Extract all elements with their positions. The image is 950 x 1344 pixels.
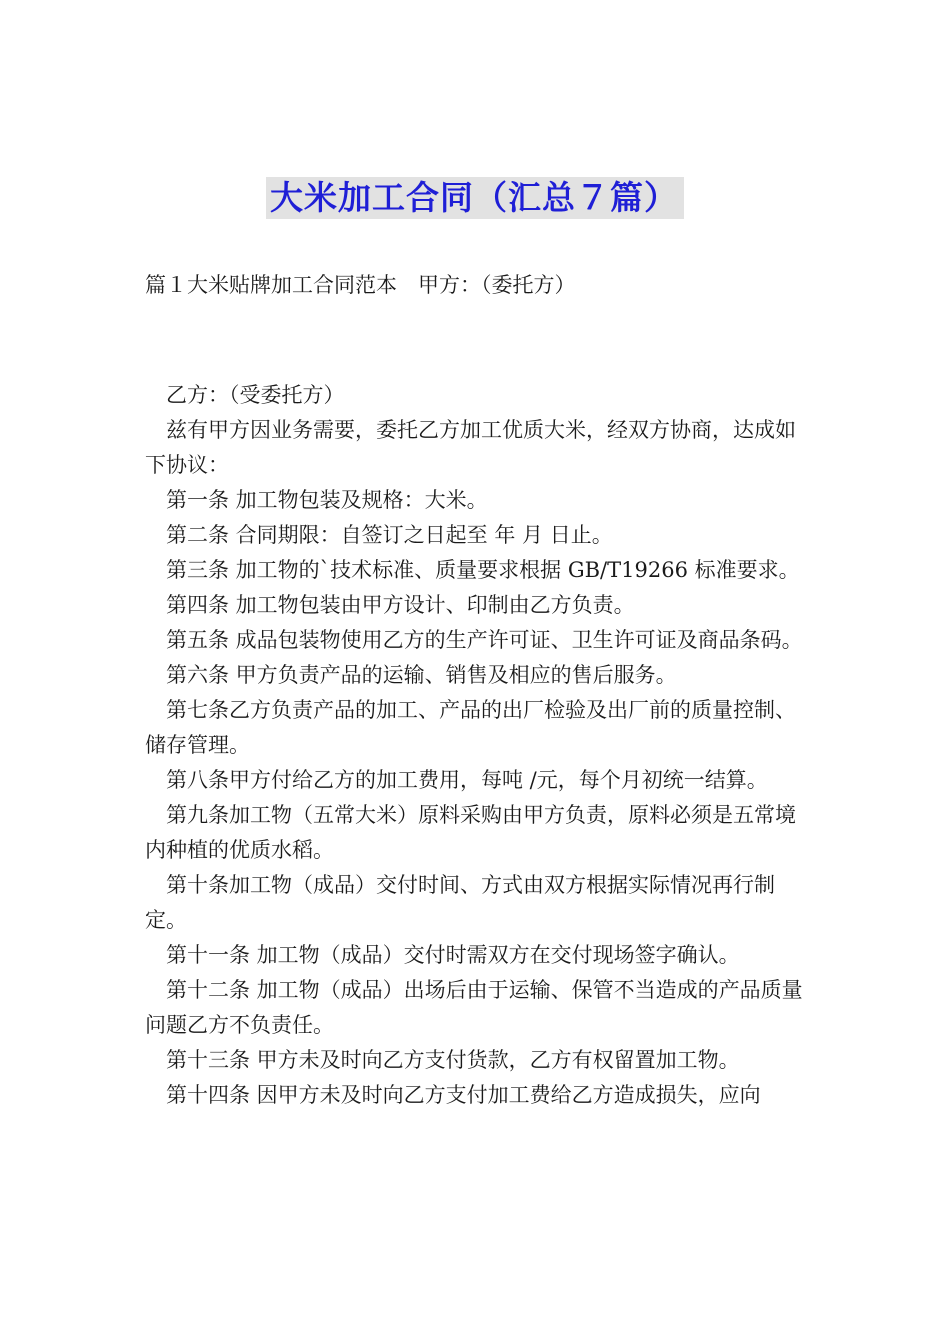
clause-1: 第一条 加工物包装及规格：大米。 — [166, 488, 488, 512]
clause-3: 第三条 加工物的`技术标准、质量要求根据 GB/T19266 标准要求。 — [166, 558, 800, 582]
intro-paragraph: 兹有甲方因业务需要，委托乙方加工优质大米，经双方协商，达成如下协议： — [145, 418, 796, 477]
document-title: 大米加工合同（汇总７篇） — [266, 177, 684, 219]
clause-7: 第七条乙方负责产品的加工、产品的出厂检验及出厂前的质量控制、储存管理。 — [145, 698, 796, 757]
clause-6: 第六条 甲方负责产品的运输、销售及相应的售后服务。 — [166, 663, 677, 687]
clause-2: 第二条 合同期限：自签订之日起至 年 月 日止。 — [166, 523, 613, 547]
clause-5: 第五条 成品包装物使用乙方的生产许可证、卫生许可证及商品条码。 — [166, 628, 803, 652]
title-container — [0, 177, 950, 219]
clause-9: 第九条加工物（五常大米）原料采购由甲方负责，原料必须是五常境内种植的优质水稻。 — [145, 803, 796, 862]
party-b-line: 乙方：（受委托方） — [166, 383, 345, 407]
clause-10: 第十条加工物（成品）交付时间、方式由双方根据实际情况再行制定。 — [145, 873, 775, 932]
clause-11: 第十一条 加工物（成品）交付时需双方在交付现场签字确认。 — [166, 943, 740, 967]
clause-13: 第十三条 甲方未及时向乙方支付货款，乙方有权留置加工物。 — [166, 1048, 740, 1072]
contract-body — [145, 378, 810, 1113]
section-heading: 篇１大米贴牌加工合同范本 甲方：（委托方） — [145, 273, 576, 297]
clause-8: 第八条甲方付给乙方的加工费用，每吨 /元，每个月初统一结算。 — [166, 768, 768, 792]
clause-14: 第十四条 因甲方未及时向乙方支付加工费给乙方造成损失，应向 — [166, 1083, 761, 1107]
clause-12: 第十二条 加工物（成品）出场后由于运输、保管不当造成的产品质量问题乙方不负责任。 — [145, 978, 803, 1037]
clause-4: 第四条 加工物包装由甲方设计、印制由乙方负责。 — [166, 593, 635, 617]
